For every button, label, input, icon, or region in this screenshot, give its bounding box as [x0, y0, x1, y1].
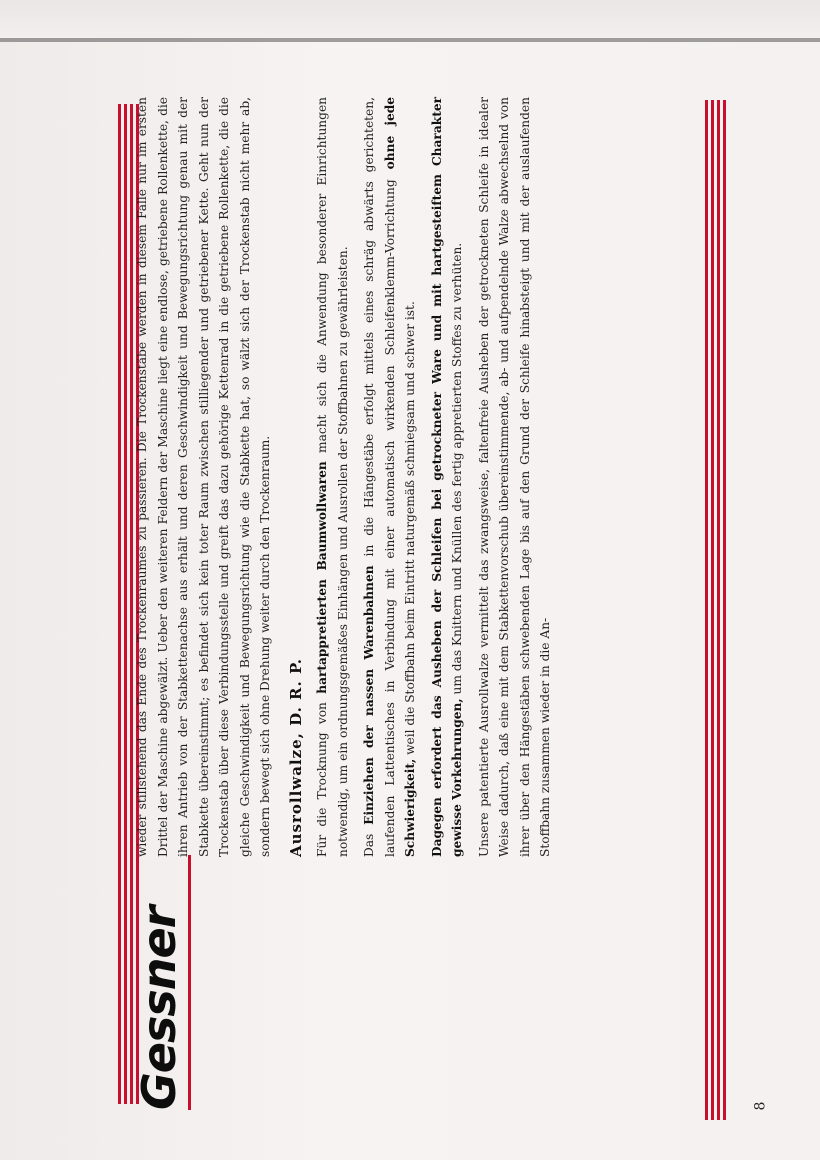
p3-text-e: weil die Stoffbahn beim Eintritt naturgemäß schmiegsam und schwer ist. — [403, 301, 417, 759]
p2-bold-b: hartappretierten Baumwollwaren — [315, 461, 329, 694]
page-number: 8 — [752, 1101, 769, 1111]
p3-bold-d: ohne jede Schwierigkeit, — [382, 97, 417, 857]
p2-text-c: macht sich die Anwendung besonderer Einrichtungen notwendig, um ein ordnungsgemäßes Einhängen und Ausrollen der Stoffbahnen zu gewährleisten. — [315, 96, 350, 857]
rotated-content — [132, 96, 662, 1110]
gessner-logo: Gessner — [132, 906, 186, 1110]
p4-bold-a: Dagegen erfordert das Ausheben der Schleifen bei getrockneter Ware und mit hartgesteiftem Charakter gewisse Vorkehrungen, — [429, 97, 464, 857]
section-heading: Ausrollwalze, D. R. P. — [286, 658, 305, 857]
right-red-stripes — [705, 100, 726, 1120]
paragraph-4 — [427, 97, 468, 857]
paragraph-1: wieder stillstehend das Ende des Trockenraumes zu passieren. Die Trockenstäbe werden in diesem Falle nur im ersten Drittel der Maschine abgewälzt. Ueber den weiteren Feldern der Maschine liegt eine endlose, getriebene Rollenkette, die ihren Antrieb von der Stabkettenachse aus erhält und deren Geschwindigkeit und Bewegungsrichtung genau mit der Stabkette übereinstimmt; es befindet sich kein toter Raum zwischen stilliegender und getriebener Kette. Geht nun der Trockenstab über diese Verbindungsstelle und greift das dazu gehörige Kettenrad in die getriebene Rollenkette, die die gleiche Geschwindigkeit und Bewegungsrichtung wie die Stabkette hat, so wälzt sich der Trockenstab nicht mehr ab, sondern bewegt sich ohne Drehung weiter durch den Trockenraum. — [135, 97, 272, 857]
p3-text-c: in die Hängestäbe erfolgt mittels eines schräg abwärts gerichteten, laufenden Lattentisches in Verbindung mit einer automatisch wirkenden Schleifenklemm-Vorrichtung — [362, 97, 397, 857]
logo-underline — [188, 855, 191, 1110]
binding-edge — [0, 38, 820, 42]
p4-text-b: um das Knittern und Knüllen des fertig appretierten Stoffes zu verhüten. — [450, 242, 464, 699]
paragraph-2 — [312, 97, 353, 857]
paragraph-3 — [359, 97, 421, 857]
body-text — [132, 97, 562, 857]
p3-bold-b: Einziehen der nassen Warenbahnen — [362, 565, 376, 825]
p2-text-a: Für die Trocknung von — [315, 693, 329, 857]
p3-text-a: Das — [362, 824, 376, 857]
paragraph-5: Unsere patentierte Ausrollwalze vermittelt das zwangsweise, faltenfreie Ausheben der getrockneten Schleife in idealer Weise dadurch, daß eine mit dem Stabkettenvorschub übereinstimmende, ab- und aufpendelnde Walze abwechselnd von ihrer über den Hängestäben schwebenden Lage bis auf den Grund der Schleife hinabsteigt und mit der auslaufenden Stoffbahn zusammen wieder in die An- — [476, 97, 552, 857]
binding-shadow — [0, 0, 820, 38]
